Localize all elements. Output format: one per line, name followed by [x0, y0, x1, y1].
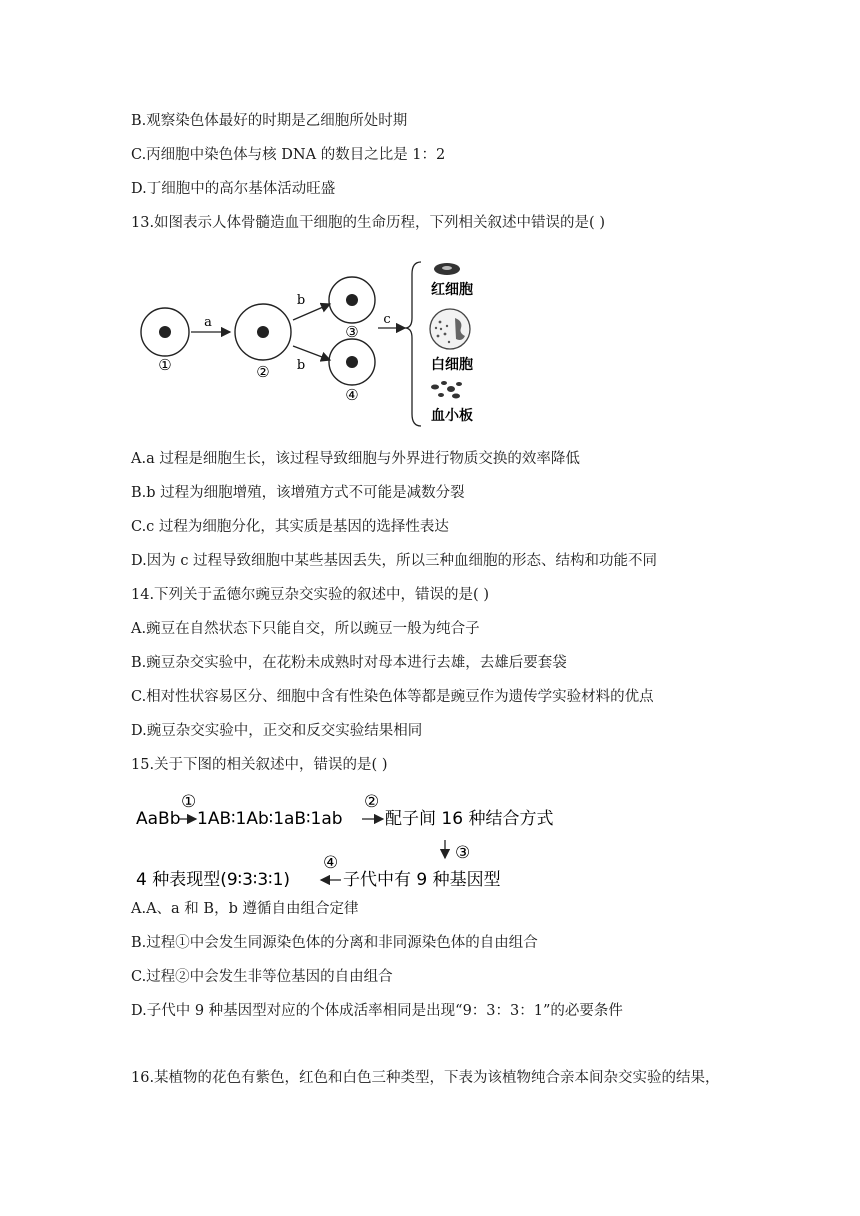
red-blood-cell-label: 红细胞 [431, 282, 473, 298]
q14-option-b: B.豌豆杂交实验中，在花粉未成熟时对母本进行去雄，去雄后要套袋 [131, 655, 567, 671]
platelets-icon [431, 381, 462, 399]
step-1-label: ① [181, 792, 197, 812]
cell-1-label: ① [158, 356, 172, 374]
q14-option-c: C.相对性状容易区分、细胞中含有性染色体等都是豌豆作为遗传学实验材料的优点 [131, 689, 654, 705]
q14-option-d: D.豌豆杂交实验中，正交和反交实验结果相同 [131, 723, 423, 739]
brace [405, 262, 421, 426]
q14-stem: 14.下列关于孟德尔豌豆杂交实验的叙述中，错误的是( ) [131, 587, 489, 603]
arrow-b-lower-label: b [296, 358, 306, 373]
cell-3-label: ③ [345, 323, 359, 341]
q13-option-d: D.因为 c 过程导致细胞中某些基因丢失，所以三种血细胞的形态、结构和功能不同 [131, 553, 658, 569]
q15-option-b: B.过程①中会发生同源染色体的分离和非同源染色体的自由组合 [131, 935, 538, 951]
white-blood-cell-icon [430, 309, 470, 349]
arrow-b-upper-label: b [296, 293, 306, 308]
cell-2 [235, 304, 291, 360]
q15-option-a: A.A、a 和 B，b 遵循自由组合定律 [131, 901, 359, 917]
q15-option-c: C.过程②中会发生非等位基因的自由组合 [131, 969, 393, 985]
step-4-label: ④ [323, 853, 339, 873]
gamete-ratio: 1AB∶1Ab∶1aB∶1ab [197, 809, 343, 829]
q13-option-c: C.c 过程为细胞分化，其实质是基因的选择性表达 [131, 519, 449, 535]
arrow-a-label: a [204, 315, 212, 330]
q15-option-d: D.子代中 9 种基因型对应的个体成活率相同是出现“9：3：3：1”的必要条件 [131, 1003, 623, 1019]
cell-1 [141, 308, 189, 356]
red-blood-cell-icon [434, 263, 460, 275]
step-2-label: ② [364, 792, 380, 812]
genotype-count: 子代中有 9 种基因型 [343, 870, 501, 890]
q13-option-a: A.a 过程是细胞生长，该过程导致细胞与外界进行物质交换的效率降低 [131, 451, 580, 467]
q12-option-d: D.丁细胞中的高尔基体活动旺盛 [131, 181, 336, 197]
phenotype-count: 4 种表现型(9∶3∶3∶1) [136, 870, 291, 890]
white-blood-cell-label: 白细胞 [431, 357, 473, 373]
q15-stem: 15.关于下图的相关叙述中，错误的是( ) [131, 757, 388, 773]
q13-option-b: B.b 过程为细胞增殖，该增殖方式不可能是减数分裂 [131, 485, 465, 501]
cell-3 [329, 277, 375, 323]
hematopoiesis-diagram [135, 256, 495, 431]
q16-stem: 16.某植物的花色有紫色，红色和白色三种类型，下表为该植物纯合亲本间杂交实验的结果， [131, 1070, 720, 1086]
cell-2-label: ② [256, 363, 270, 381]
gamete-combinations: 配子间 16 种结合方式 [385, 809, 554, 829]
arrow-c-label: c [383, 312, 391, 327]
platelets-label: 血小板 [431, 408, 473, 424]
q12-option-b: B.观察染色体最好的时期是乙细胞所处时期 [131, 113, 408, 129]
q13-stem: 13.如图表示人体骨髓造血干细胞的生命历程，下列相关叙述中错误的是( ) [131, 215, 605, 231]
step-3-label: ③ [455, 843, 471, 863]
gene-combination-diagram [133, 786, 583, 896]
cell-4 [329, 339, 375, 385]
q12-option-c: C.丙细胞中染色体与核 DNA 的数目之比是 1：2 [131, 147, 446, 163]
parent-genotype: AaBb [136, 809, 181, 829]
q14-option-a: A.豌豆在自然状态下只能自交，所以豌豆一般为纯合子 [131, 621, 480, 637]
cell-4-label: ④ [345, 386, 359, 404]
